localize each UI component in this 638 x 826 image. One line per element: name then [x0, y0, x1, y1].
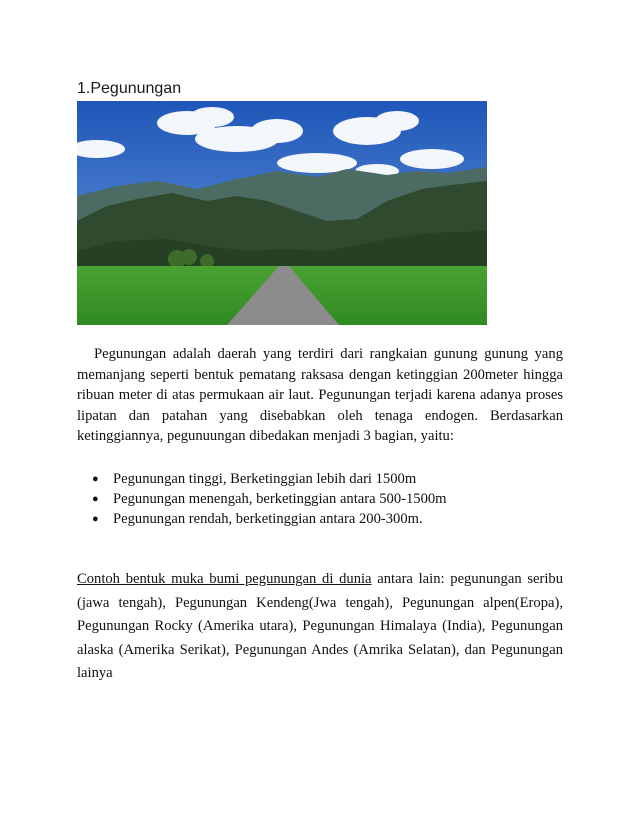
- bullet-icon: ●: [92, 493, 99, 505]
- height-category-list: [77, 469, 563, 529]
- examples-text: antara lain: pegunungan seribu (jawa tengah), Pegunungan Kendeng(Jwa tengah), Pegunungan alpen(Eropa), Pegunungan Rocky (Amerika utara), Pegunungan Himalaya (India), Pegunungan alaska (Amerika Serikat), Pegunungan Andes (Amrika Selatan), dan Pegunungan lainya: [77, 571, 563, 681]
- examples-link[interactable]: Contoh bentuk muka bumi pegunungan di dunia: [77, 571, 372, 587]
- paragraph-examples: [77, 568, 563, 686]
- list-item: ● Pegunungan rendah, berketinggian antara 200-300m.: [92, 511, 423, 527]
- list-item: ● Pegunungan tinggi, Berketinggian lebih dari 1500m: [92, 471, 417, 487]
- section-heading: 1.Pegunungan: [77, 80, 182, 97]
- mountain-landscape-photo: [77, 101, 487, 325]
- paragraph-intro: Pegunungan adalah daerah yang terdiri dari rangkaian gunung gunung yang memanjang seperti bentuk pematang raksasa dengan ketinggian 200meter hingga ribuan meter di atas permukaan air laut. Pegunungan terjadi karena adanya proses lipatan dan patahan yang disebabkan oleh tenaga endogen. Berdasarkan ketinggiannya, pegunuungan dibedakan menjadi 3 bagian, yaitu:: [77, 346, 563, 444]
- bullet-icon: ●: [92, 513, 99, 525]
- list-item: ● Pegunungan menengah, berketinggian antara 500-1500m: [92, 491, 447, 507]
- bullet-icon: ●: [92, 473, 99, 485]
